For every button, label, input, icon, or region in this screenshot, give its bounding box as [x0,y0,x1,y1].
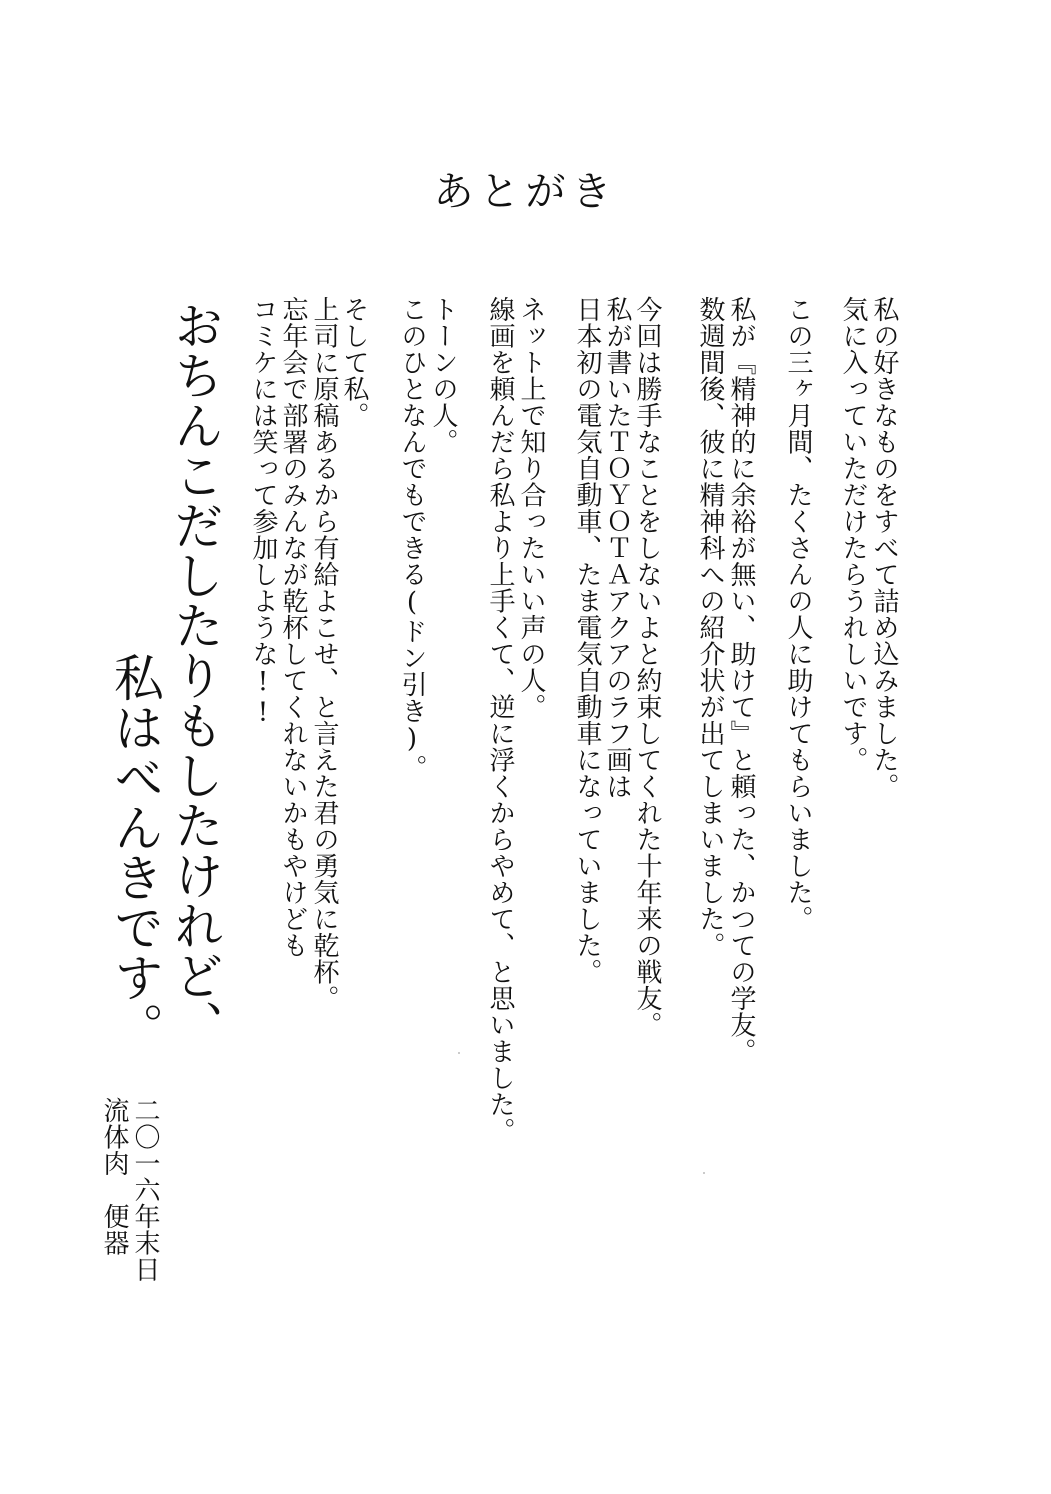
scan-speck [703,1172,705,1174]
text-line: コミケには笑って参加しような!! [248,296,278,728]
text-line: 気に入っていただけたらうれしいです。 [838,296,868,773]
scan-speck [458,1052,460,1054]
text-line: 上司に原稿あるから有給よこせ、と言えた君の勇気に乾杯。 [309,296,339,1012]
text-line: 私の好きなものをすべて詰め込みました。 [869,296,899,800]
text-line: 忘年会で部署のみんなが乾杯してくれないかもやけども [278,296,308,959]
closing-line: 私はべんきです。 [106,652,164,1052]
text-line: この三ヶ月間、たくさんの人に助けてもらいました。 [783,296,813,932]
text-line: 私が『精神的に余裕が無い、助けて』と頼った、かつての学友。 [726,296,756,1065]
signature-date: 二〇一六年末日 [130,1097,160,1283]
closing-line: おちんこだしたりもしたけれど、 [166,300,224,1050]
text-line: ネット上で知り合ったいい声の人。 [516,296,546,720]
text-line: そして私。 [339,296,369,429]
page-title: あとがき [433,169,618,215]
text-line: このひとなんでもできる(ドン引き)。 [397,296,427,781]
text-line: 日本初の電気自動車、たま電気自動車になっていました。 [572,296,602,985]
text-line: 今回は勝手なことをしないよと約束してくれた十年来の戦友。 [632,296,662,1038]
text-line: トーンの人。 [428,296,458,455]
signature-author: 流体肉 便器 [99,1097,129,1256]
text-line: 数週間後、彼に精神科への紹介状が出てしまいました。 [695,296,725,959]
text-line: 線画を頼んだら私より上手くて、逆に浮くからやめて、と思いました。 [485,296,515,1144]
text-line: 私が書いたＴＯＹＯＴＡアクアのラフ画は [602,296,632,800]
